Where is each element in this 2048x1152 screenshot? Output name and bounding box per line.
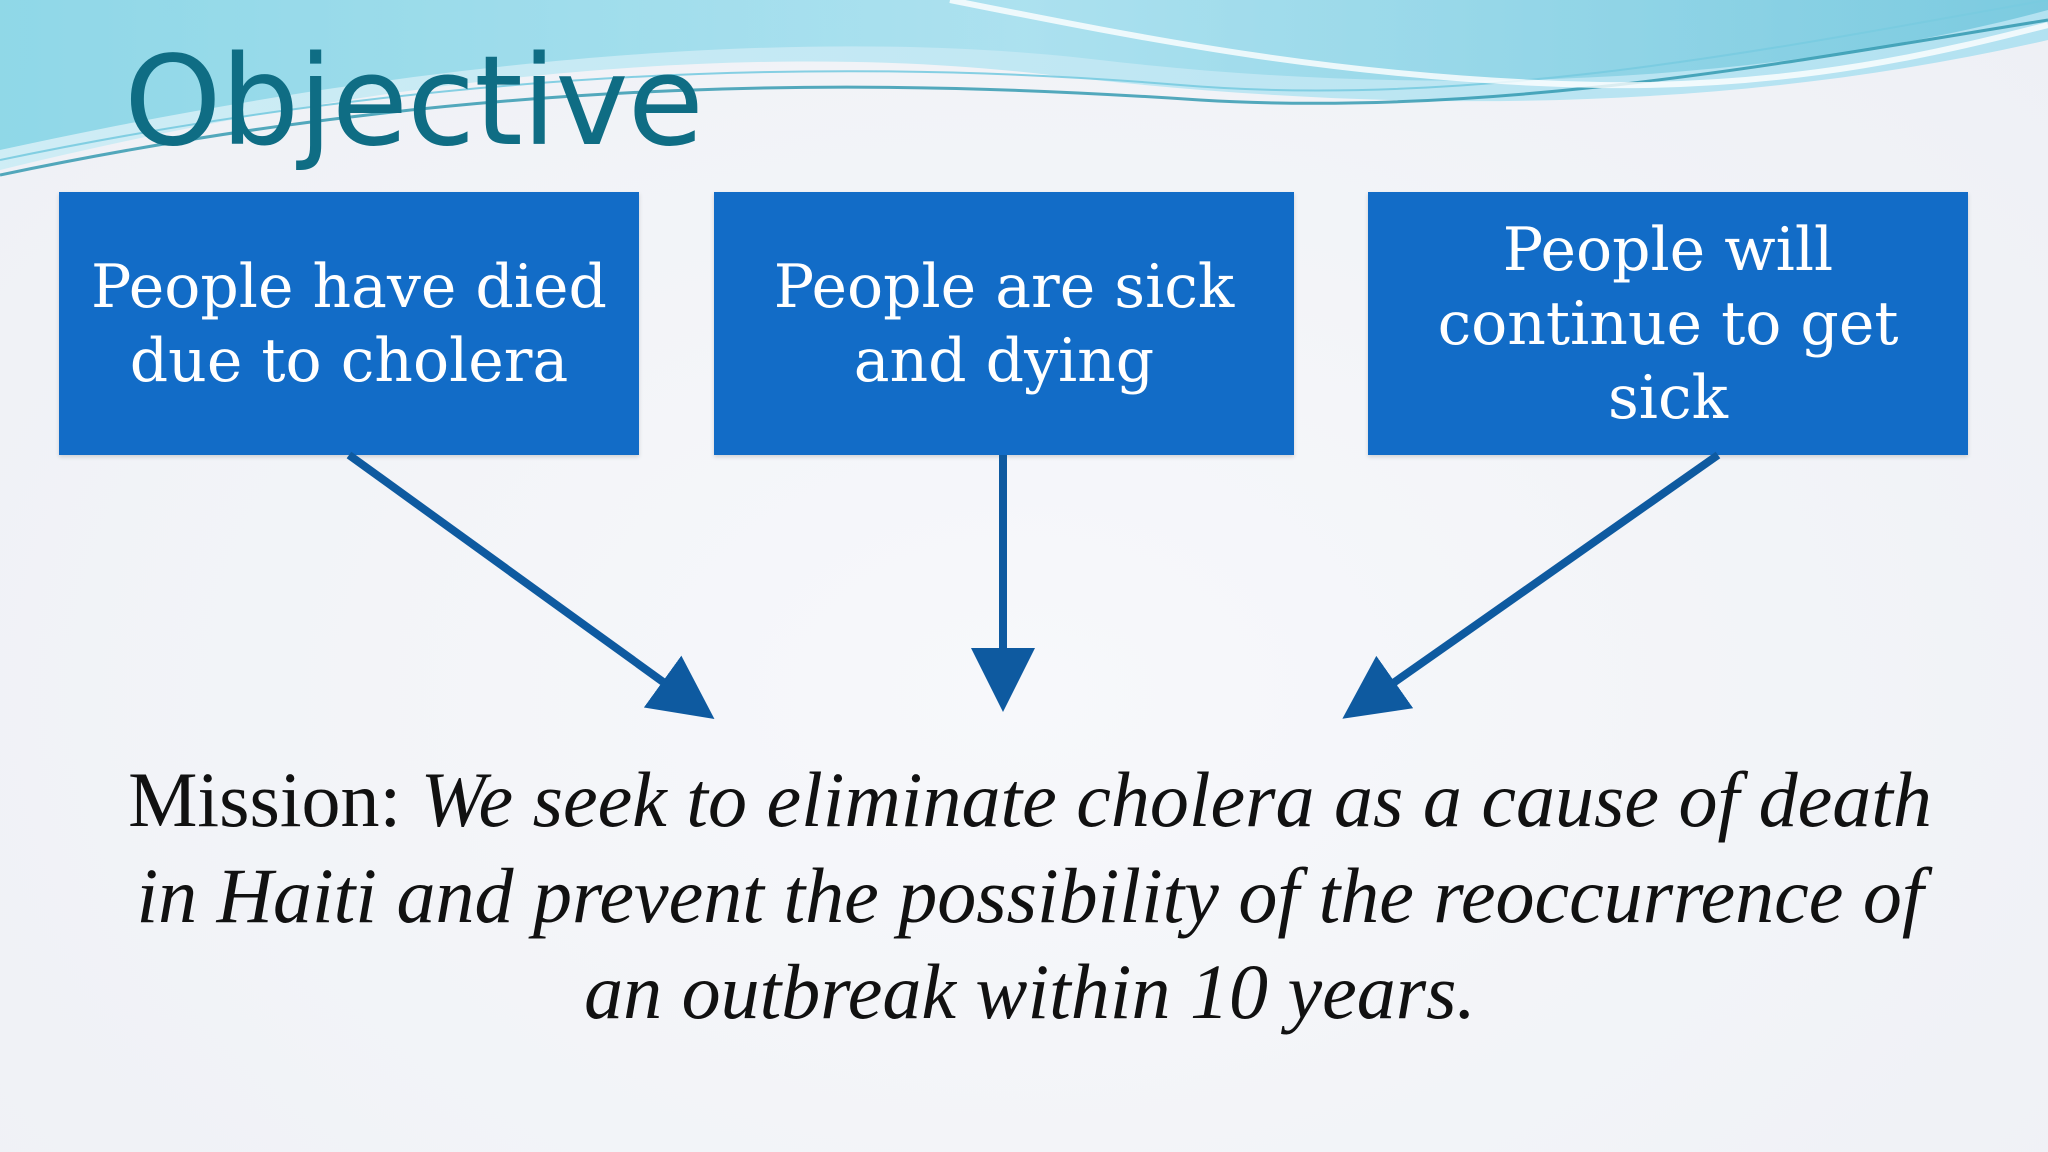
cause-box-sick-text: People are sick and dying	[773, 251, 1235, 396]
mission-text: We seek to eliminate cholera as a cause of death in Haiti and prevent the possibility of the reoccurrence of an outbreak within 10 years.	[136, 756, 1932, 1035]
cause-box-future-text: People will continue to get sick	[1437, 214, 1899, 433]
slide-title: Objective	[124, 30, 703, 174]
cause-box-future	[1368, 192, 1968, 455]
mission-label: Mission:	[128, 756, 421, 843]
mission-statement	[120, 752, 1940, 1040]
cause-box-died-text: People have died due to cholera	[91, 251, 607, 396]
cause-box-sick	[714, 192, 1294, 455]
cause-box-died	[59, 192, 639, 455]
